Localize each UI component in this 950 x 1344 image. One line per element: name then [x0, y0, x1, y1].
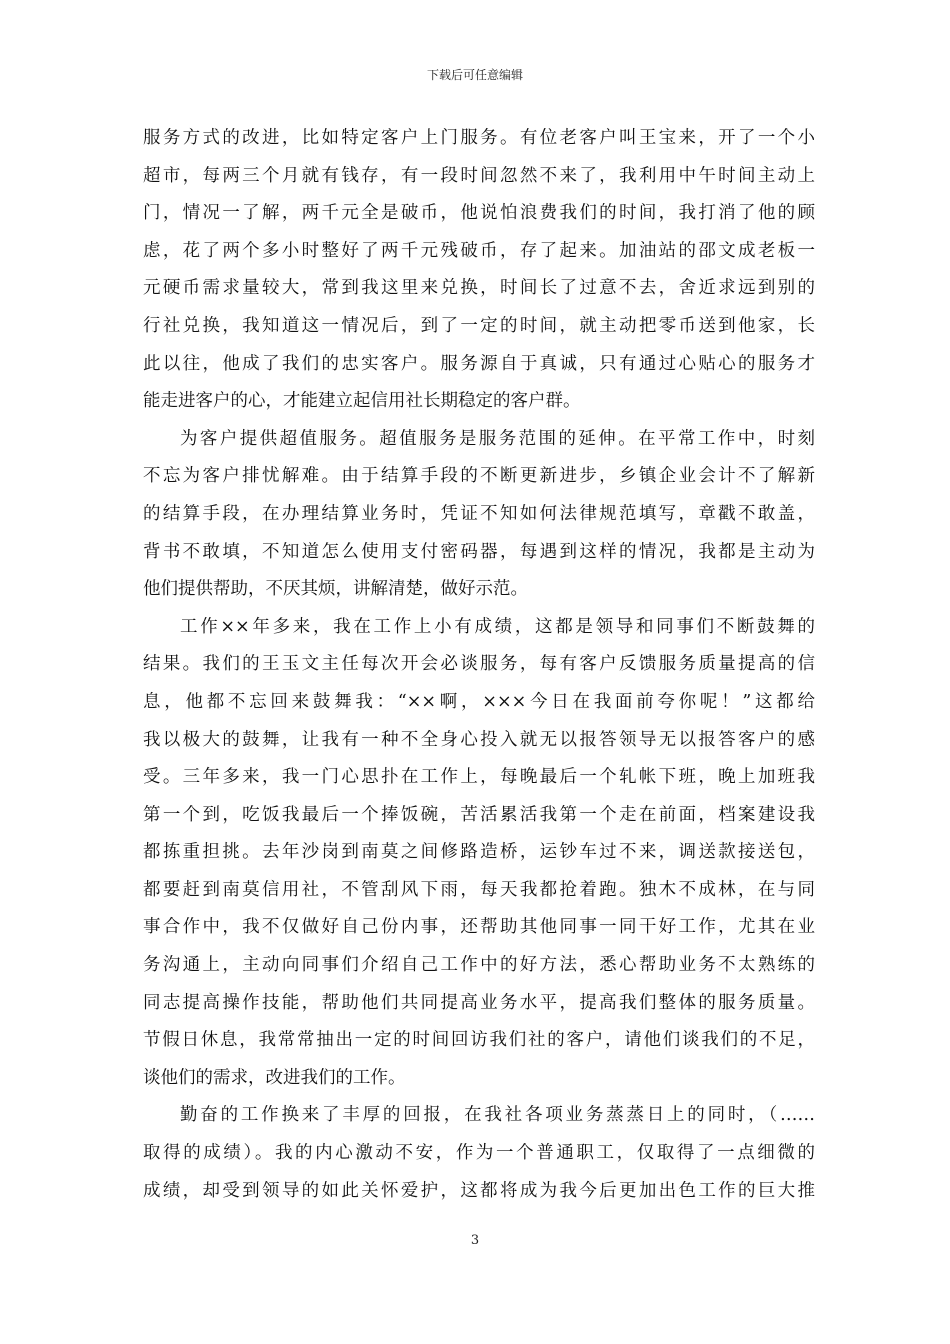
page-header: 下载后可任意编辑: [426, 68, 523, 82]
text-line: 我以极大的鼓舞，让我有一种不全身心投入就无以报答领导无以报答客户的感: [143, 729, 815, 750]
text-line: 节假日休息，我常常抽出一定的时间回访我们社的客户，请他们谈我们的不足，: [143, 1030, 815, 1051]
text-line: 此以往，他成了我们的忠实客户。服务源自于真诚，只有通过心贴心的服务才: [143, 353, 815, 374]
text-line: 为客户提供超值服务。超值服务是服务范围的延伸。在平常工作中，时刻: [180, 428, 815, 449]
text-line: 第一个到，吃饭我最后一个捧饭碗，苦活累活我第一个走在前面，档案建设我: [143, 804, 815, 825]
text-line: 都要赶到南莫信用社，不管刮风下雨，每天我都抢着跑。独木不成林，在与同: [143, 879, 815, 900]
text-line: 超市，每两三个月就有钱存，有一段时间忽然不来了，我利用中午时间主动上: [143, 165, 815, 186]
text-line: 勤奋的工作换来了丰厚的回报，在我社各项业务蒸蒸日上的同时，（……: [180, 1105, 815, 1126]
paragraph-value-service: [143, 421, 815, 609]
text-line: 同志提高操作技能，帮助他们共同提高业务水平，提高我们整体的服务质量。: [143, 992, 815, 1013]
text-line: 都拣重担挑。去年沙岗到南莫之间修路造桥，运钞车过不来，调送款接送包，: [143, 842, 815, 863]
text-line: 他们提供帮助，不厌其烦，讲解清楚，做好示范。: [143, 579, 528, 600]
text-line: 行社兑换，我知道这一情况后，到了一定的时间，就主动把零币送到他家，长: [143, 315, 815, 336]
text-line: 虑，花了两个多小时整好了两千元残破币，存了起来。加油站的邵文成老板一: [143, 240, 815, 261]
text-line: 背书不敢填，不知道怎么使用支付密码器，每遇到这样的情况，我都是主动为: [143, 541, 815, 562]
text-line: 元硬币需求量较大，常到我这里来兑换，时间长了过意不去，舍近求远到别的: [143, 278, 815, 299]
text-line: 受。三年多来，我一门心思扑在工作上，每晚最后一个轧帐下班，晚上加班我: [143, 767, 815, 788]
text-line: 成绩，却受到领导的如此关怀爱护，这都将成为我今后更加出色工作的巨大推: [143, 1180, 815, 1201]
paragraph-rewards: [143, 1097, 815, 1210]
document-body: [143, 120, 815, 1210]
text-line: 事合作中，我不仅做好自己份内事，还帮助其他同事一同干好工作，尤其在业: [143, 917, 815, 938]
text-line: 结果。我们的王玉文主任每次开会必谈服务，每有客户反馈服务质量提高的信: [143, 654, 815, 675]
text-line: 门，情况一了解，两千元全是破币，他说怕浪费我们的时间，我打消了他的顾: [143, 203, 815, 224]
text-line: 工作××年多来，我在工作上小有成绩，这都是领导和同事们不断鼓舞的: [180, 616, 815, 637]
paragraph-work-achievements: [143, 609, 815, 1098]
text-line: 服务方式的改进，比如特定客户上门服务。有位老客户叫王宝来，开了一个小: [143, 128, 815, 148]
text-line: 务沟通上，主动向同事们介绍自己工作中的好方法，悉心帮助业务不太熟练的: [143, 955, 815, 976]
text-line: 谈他们的需求，改进我们的工作。: [143, 1067, 406, 1088]
text-line: 息，他都不忘回来鼓舞我：“××啊，×××今日在我面前夸你呢！”这都给: [143, 691, 815, 712]
text-line: 不忘为客户排忧解难。由于结算手段的不断更新进步，乡镇企业会计不了解新: [143, 466, 815, 487]
text-line: 取得的成绩）。我的内心激动不安，作为一个普通职工，仅取得了一点细微的: [143, 1143, 815, 1164]
text-line: 的结算手段，在办理结算业务时，凭证不知如何法律规范填写，章戳不敢盖，: [143, 503, 815, 524]
text-line: 能走进客户的心，才能建立起信用社长期稳定的客户群。: [143, 391, 581, 412]
paragraph-service-improvement: [143, 120, 815, 421]
page-number: 3: [470, 1233, 480, 1248]
